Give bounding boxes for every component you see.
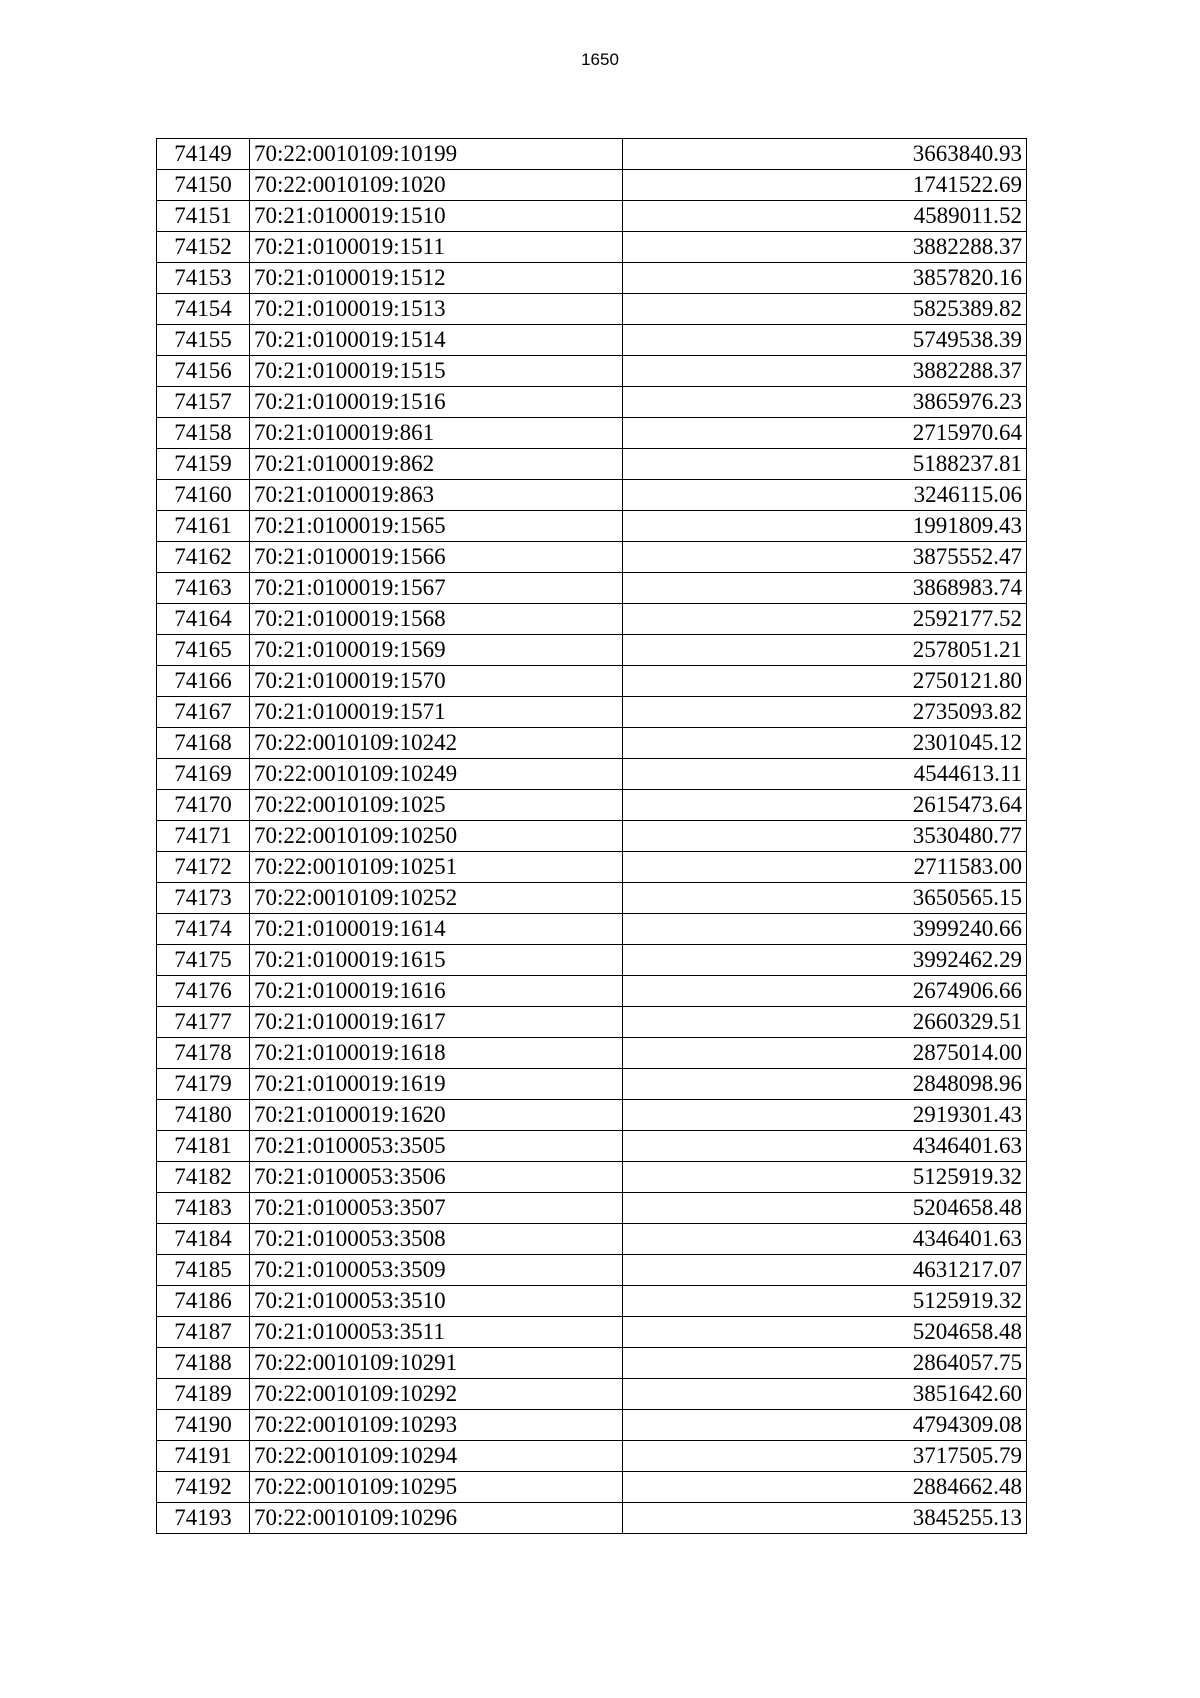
cadastral-number-cell: 70:22:0010109:10296 xyxy=(250,1503,623,1534)
row-number-cell: 74159 xyxy=(157,449,250,480)
cadastral-number-cell: 70:21:0100019:1514 xyxy=(250,325,623,356)
table-row xyxy=(157,852,1027,883)
table-row xyxy=(157,511,1027,542)
table-row xyxy=(157,1348,1027,1379)
row-number-cell: 74167 xyxy=(157,697,250,728)
row-number-cell: 74193 xyxy=(157,1503,250,1534)
cadastral-value-cell: 3663840.93 xyxy=(623,139,1027,170)
table-row xyxy=(157,1255,1027,1286)
cadastral-number-cell: 70:21:0100019:1511 xyxy=(250,232,623,263)
cadastral-value-cell: 4589011.52 xyxy=(623,201,1027,232)
cadastral-number-cell: 70:21:0100019:1571 xyxy=(250,697,623,728)
row-number-cell: 74163 xyxy=(157,573,250,604)
row-number-cell: 74154 xyxy=(157,294,250,325)
cadastral-value-cell: 2750121.80 xyxy=(623,666,1027,697)
cadastral-value-cell: 2578051.21 xyxy=(623,635,1027,666)
table-row xyxy=(157,170,1027,201)
cadastral-number-cell: 70:21:0100019:863 xyxy=(250,480,623,511)
cadastral-value-cell: 3650565.15 xyxy=(623,883,1027,914)
row-number-cell: 74178 xyxy=(157,1038,250,1069)
row-number-cell: 74170 xyxy=(157,790,250,821)
table-row xyxy=(157,1286,1027,1317)
table-row xyxy=(157,232,1027,263)
row-number-cell: 74174 xyxy=(157,914,250,945)
table-row xyxy=(157,1410,1027,1441)
cadastral-number-cell: 70:22:0010109:10252 xyxy=(250,883,623,914)
cadastral-value-cell: 3992462.29 xyxy=(623,945,1027,976)
table-row xyxy=(157,666,1027,697)
row-number-cell: 74171 xyxy=(157,821,250,852)
cadastral-value-cell: 2864057.75 xyxy=(623,1348,1027,1379)
row-number-cell: 74153 xyxy=(157,263,250,294)
cadastral-number-cell: 70:21:0100019:1619 xyxy=(250,1069,623,1100)
table-row xyxy=(157,1069,1027,1100)
cadastral-number-cell: 70:22:0010109:1020 xyxy=(250,170,623,201)
cadastral-value-cell: 1741522.69 xyxy=(623,170,1027,201)
cadastral-value-cell: 2592177.52 xyxy=(623,604,1027,635)
cadastral-value-cell: 5204658.48 xyxy=(623,1317,1027,1348)
cadastral-number-cell: 70:22:0010109:10242 xyxy=(250,728,623,759)
row-number-cell: 74189 xyxy=(157,1379,250,1410)
cadastral-value-cell: 3882288.37 xyxy=(623,356,1027,387)
table-row xyxy=(157,294,1027,325)
table-row xyxy=(157,1162,1027,1193)
cadastral-number-cell: 70:21:0100019:1617 xyxy=(250,1007,623,1038)
row-number-cell: 74177 xyxy=(157,1007,250,1038)
cadastral-number-cell: 70:21:0100019:1510 xyxy=(250,201,623,232)
cadastral-value-cell: 4794309.08 xyxy=(623,1410,1027,1441)
cadastral-number-cell: 70:21:0100019:1513 xyxy=(250,294,623,325)
row-number-cell: 74173 xyxy=(157,883,250,914)
cadastral-number-cell: 70:21:0100019:1614 xyxy=(250,914,623,945)
row-number-cell: 74166 xyxy=(157,666,250,697)
cadastral-value-cell: 4346401.63 xyxy=(623,1224,1027,1255)
cadastral-number-cell: 70:21:0100019:1618 xyxy=(250,1038,623,1069)
page-number: 1650 xyxy=(581,50,619,69)
cadastral-value-cell: 2848098.96 xyxy=(623,1069,1027,1100)
row-number-cell: 74188 xyxy=(157,1348,250,1379)
table-row xyxy=(157,1100,1027,1131)
cadastral-value-cell: 2735093.82 xyxy=(623,697,1027,728)
cadastral-number-cell: 70:22:0010109:10291 xyxy=(250,1348,623,1379)
cadastral-value-cell: 2615473.64 xyxy=(623,790,1027,821)
cadastral-number-cell: 70:22:0010109:10293 xyxy=(250,1410,623,1441)
cadastral-value-cell: 3875552.47 xyxy=(623,542,1027,573)
cadastral-number-cell: 70:21:0100053:3508 xyxy=(250,1224,623,1255)
cadastral-value-cell: 2660329.51 xyxy=(623,1007,1027,1038)
table-row xyxy=(157,1503,1027,1534)
row-number-cell: 74190 xyxy=(157,1410,250,1441)
table-row xyxy=(157,883,1027,914)
row-number-cell: 74164 xyxy=(157,604,250,635)
cadastral-value-cell: 3530480.77 xyxy=(623,821,1027,852)
cadastral-value-cell: 5825389.82 xyxy=(623,294,1027,325)
row-number-cell: 74160 xyxy=(157,480,250,511)
cadastral-number-cell: 70:21:0100053:3511 xyxy=(250,1317,623,1348)
cadastral-value-cell: 2711583.00 xyxy=(623,852,1027,883)
cadastral-value-cell: 3882288.37 xyxy=(623,232,1027,263)
table-row xyxy=(157,573,1027,604)
table-row xyxy=(157,1131,1027,1162)
cadastral-value-cell: 2875014.00 xyxy=(623,1038,1027,1069)
table-row xyxy=(157,1317,1027,1348)
row-number-cell: 74179 xyxy=(157,1069,250,1100)
table-row xyxy=(157,139,1027,170)
row-number-cell: 74175 xyxy=(157,945,250,976)
cadastral-number-cell: 70:22:0010109:10251 xyxy=(250,852,623,883)
cadastral-number-cell: 70:21:0100053:3510 xyxy=(250,1286,623,1317)
table-row xyxy=(157,1472,1027,1503)
cadastral-value-cell: 5188237.81 xyxy=(623,449,1027,480)
row-number-cell: 74165 xyxy=(157,635,250,666)
table-row xyxy=(157,635,1027,666)
row-number-cell: 74187 xyxy=(157,1317,250,1348)
cadastral-number-cell: 70:22:0010109:10294 xyxy=(250,1441,623,1472)
cadastral-value-cell: 3845255.13 xyxy=(623,1503,1027,1534)
row-number-cell: 74169 xyxy=(157,759,250,790)
row-number-cell: 74181 xyxy=(157,1131,250,1162)
table-row xyxy=(157,821,1027,852)
table-row xyxy=(157,387,1027,418)
table-row xyxy=(157,945,1027,976)
row-number-cell: 74184 xyxy=(157,1224,250,1255)
table-row xyxy=(157,1224,1027,1255)
table-row xyxy=(157,728,1027,759)
cadastral-number-cell: 70:21:0100053:3509 xyxy=(250,1255,623,1286)
cadastral-value-cell: 3857820.16 xyxy=(623,263,1027,294)
table-row xyxy=(157,325,1027,356)
cadastral-number-cell: 70:22:0010109:10199 xyxy=(250,139,623,170)
table-row xyxy=(157,1441,1027,1472)
table-row xyxy=(157,1007,1027,1038)
table-row xyxy=(157,356,1027,387)
row-number-cell: 74183 xyxy=(157,1193,250,1224)
row-number-cell: 74156 xyxy=(157,356,250,387)
row-number-cell: 74152 xyxy=(157,232,250,263)
cadastral-value-cell: 1991809.43 xyxy=(623,511,1027,542)
cadastral-number-cell: 70:21:0100019:1620 xyxy=(250,1100,623,1131)
cadastral-number-cell: 70:21:0100019:1516 xyxy=(250,387,623,418)
cadastral-number-cell: 70:21:0100019:1615 xyxy=(250,945,623,976)
table-row xyxy=(157,759,1027,790)
cadastral-value-cell: 3999240.66 xyxy=(623,914,1027,945)
table-row xyxy=(157,418,1027,449)
row-number-cell: 74186 xyxy=(157,1286,250,1317)
table-row xyxy=(157,1193,1027,1224)
cadastral-number-cell: 70:21:0100053:3507 xyxy=(250,1193,623,1224)
cadastral-value-cell: 3865976.23 xyxy=(623,387,1027,418)
row-number-cell: 74151 xyxy=(157,201,250,232)
cadastral-value-cell: 3868983.74 xyxy=(623,573,1027,604)
row-number-cell: 74161 xyxy=(157,511,250,542)
table-row xyxy=(157,790,1027,821)
table-row xyxy=(157,263,1027,294)
cadastral-value-cell: 3246115.06 xyxy=(623,480,1027,511)
row-number-cell: 74182 xyxy=(157,1162,250,1193)
row-number-cell: 74192 xyxy=(157,1472,250,1503)
table-row xyxy=(157,604,1027,635)
cadastral-number-cell: 70:21:0100019:1569 xyxy=(250,635,623,666)
cadastral-number-cell: 70:21:0100019:1566 xyxy=(250,542,623,573)
cadastral-number-cell: 70:22:0010109:10250 xyxy=(250,821,623,852)
table-row xyxy=(157,201,1027,232)
table-row xyxy=(157,449,1027,480)
cadastral-value-cell: 3851642.60 xyxy=(623,1379,1027,1410)
cadastral-value-cell: 2715970.64 xyxy=(623,418,1027,449)
table-row xyxy=(157,542,1027,573)
cadastral-value-cell: 4631217.07 xyxy=(623,1255,1027,1286)
cadastral-number-cell: 70:21:0100019:862 xyxy=(250,449,623,480)
cadastral-number-cell: 70:21:0100053:3506 xyxy=(250,1162,623,1193)
cadastral-value-cell: 3717505.79 xyxy=(623,1441,1027,1472)
cadastral-number-cell: 70:21:0100019:1515 xyxy=(250,356,623,387)
cadastral-number-cell: 70:21:0100019:1512 xyxy=(250,263,623,294)
row-number-cell: 74150 xyxy=(157,170,250,201)
row-number-cell: 74155 xyxy=(157,325,250,356)
cadastral-number-cell: 70:21:0100019:861 xyxy=(250,418,623,449)
cadastral-value-cell: 5125919.32 xyxy=(623,1162,1027,1193)
cadastral-number-cell: 70:22:0010109:10249 xyxy=(250,759,623,790)
row-number-cell: 74172 xyxy=(157,852,250,883)
cadastral-number-cell: 70:21:0100019:1567 xyxy=(250,573,623,604)
table-row xyxy=(157,480,1027,511)
cadastral-number-cell: 70:21:0100019:1570 xyxy=(250,666,623,697)
cadastral-value-cell: 4346401.63 xyxy=(623,1131,1027,1162)
row-number-cell: 74176 xyxy=(157,976,250,1007)
cadastral-number-cell: 70:21:0100053:3505 xyxy=(250,1131,623,1162)
table-row xyxy=(157,976,1027,1007)
table-row xyxy=(157,1038,1027,1069)
row-number-cell: 74158 xyxy=(157,418,250,449)
cadastral-number-cell: 70:22:0010109:1025 xyxy=(250,790,623,821)
cadastral-number-cell: 70:21:0100019:1565 xyxy=(250,511,623,542)
cadastral-value-cell: 2301045.12 xyxy=(623,728,1027,759)
cadastral-value-cell: 2884662.48 xyxy=(623,1472,1027,1503)
table-body xyxy=(157,139,1027,1534)
table-row xyxy=(157,1379,1027,1410)
cadastral-number-cell: 70:21:0100019:1568 xyxy=(250,604,623,635)
cadastral-value-cell: 5749538.39 xyxy=(623,325,1027,356)
cadastral-value-cell: 5125919.32 xyxy=(623,1286,1027,1317)
row-number-cell: 74185 xyxy=(157,1255,250,1286)
row-number-cell: 74157 xyxy=(157,387,250,418)
row-number-cell: 74162 xyxy=(157,542,250,573)
row-number-cell: 74191 xyxy=(157,1441,250,1472)
row-number-cell: 74149 xyxy=(157,139,250,170)
cadastral-number-cell: 70:22:0010109:10295 xyxy=(250,1472,623,1503)
table-row xyxy=(157,697,1027,728)
cadastral-value-cell: 2919301.43 xyxy=(623,1100,1027,1131)
cadastral-number-cell: 70:21:0100019:1616 xyxy=(250,976,623,1007)
row-number-cell: 74180 xyxy=(157,1100,250,1131)
cadastral-value-cell: 2674906.66 xyxy=(623,976,1027,1007)
row-number-cell: 74168 xyxy=(157,728,250,759)
cadastral-value-cell: 5204658.48 xyxy=(623,1193,1027,1224)
cadastral-number-cell: 70:22:0010109:10292 xyxy=(250,1379,623,1410)
table-row xyxy=(157,914,1027,945)
cadastral-value-cell: 4544613.11 xyxy=(623,759,1027,790)
cadastral-value-table xyxy=(156,138,1027,1534)
